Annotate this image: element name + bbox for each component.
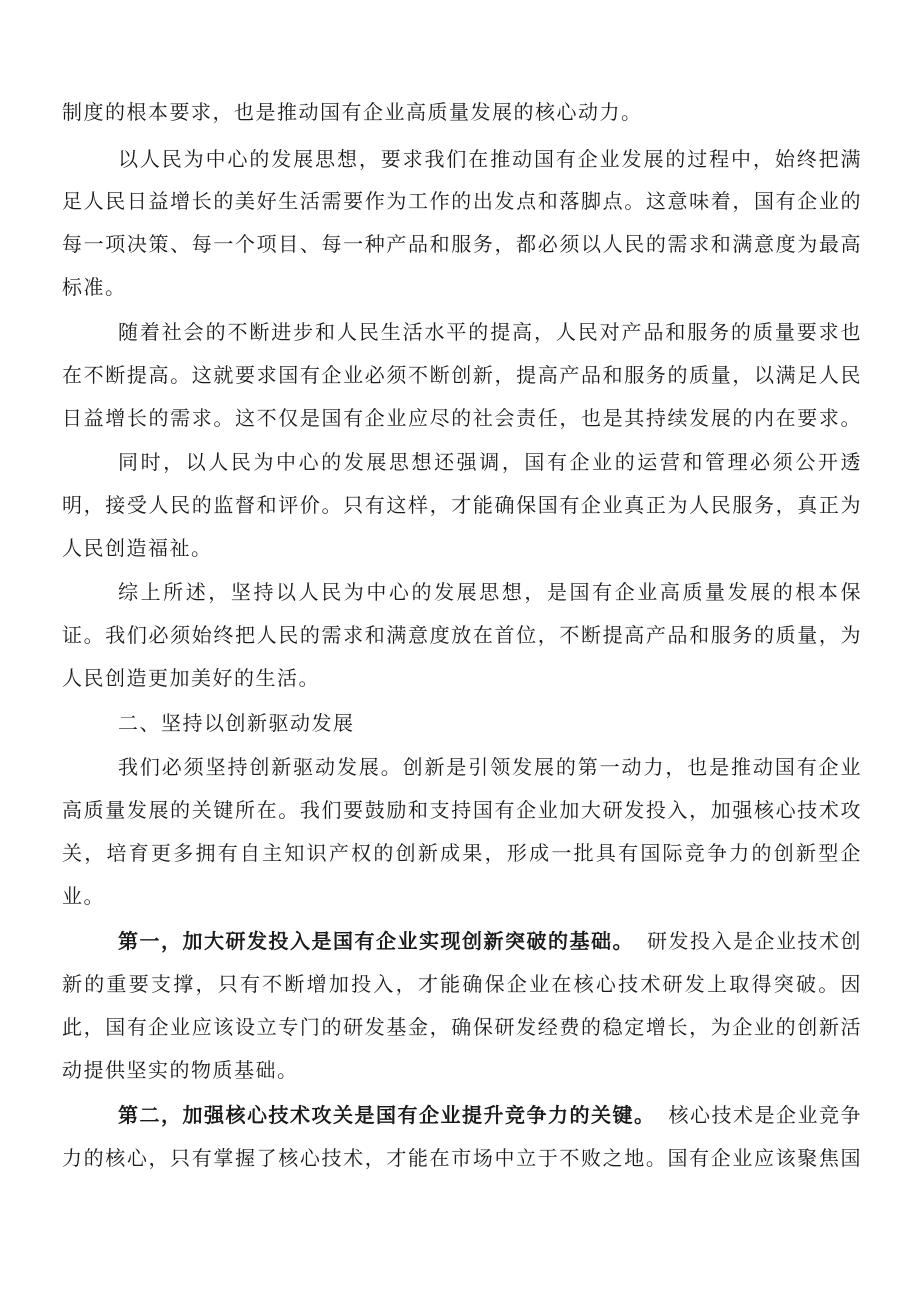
paragraph-first-line: 综上所述，坚持以人民为中心的发展思想，是国有企业高质量发展的根本保	[118, 580, 862, 604]
text-span: 研发投入是企业技术创	[647, 929, 862, 953]
text-line: 在不断提高。这就要求国有企业必须不断创新，提高产品和服务的质量，以满足人民	[62, 363, 862, 387]
paragraph-first-line: 同时，以人民为中心的发展思想还强调，国有企业的运营和管理必须公开透	[118, 450, 862, 474]
text-line: 新的重要支撑，只有不断增加投入，才能确保企业在核心技术研发上取得突破。因	[62, 972, 862, 996]
paragraph-first-line: 随着社会的不断进步和人民生活水平的提高，人民对产品和服务的质量要求也	[118, 320, 862, 344]
text-line: 证。我们必须始终把人民的需求和满意度放在首位，不断提高产品和服务的质量，为	[62, 623, 862, 647]
text-line: 标准。	[62, 275, 127, 299]
paragraph-first-line: 以人民为中心的发展思想，要求我们在推动国有企业发展的过程中，始终把满	[118, 147, 862, 171]
text-line: 此，国有企业应该设立专门的研发基金，确保研发经费的稳定增长，为企业的创新活	[62, 1015, 862, 1039]
text-line: 业。	[62, 884, 105, 908]
text-span: 核心技术是企业竞争	[668, 1103, 862, 1127]
text-line: 每一项决策、每一个项目、每一种产品和服务，都必须以人民的需求和满意度为最高	[62, 232, 862, 256]
text-line: 人民创造福祉。	[62, 536, 213, 560]
section-heading: 二、坚持以创新驱动发展	[118, 711, 355, 735]
text-line: 明，接受人民的监督和评价。只有这样，才能确保国有企业真正为人民服务，真正为	[62, 493, 862, 517]
text-line: 人民创造更加美好的生活。	[62, 666, 320, 690]
text-line: 足人民日益增长的美好生活需要作为工作的出发点和落脚点。这意味着，国有企业的	[62, 189, 862, 213]
text-line: 高质量发展的关键所在。我们要鼓励和支持国有企业加大研发投入，加强核心技术攻	[62, 798, 862, 822]
text-line: 动提供坚实的物质基础。	[62, 1058, 299, 1082]
paragraph-first-line	[118, 929, 862, 953]
text-line: 制度的根本要求，也是推动国有企业高质量发展的核心动力。	[62, 100, 643, 124]
bold-lead-sentence: 第二，加强核心技术攻关是国有企业提升竞争力的关键。	[118, 1103, 656, 1127]
text-line: 力的核心，只有掌握了核心技术，才能在市场中立于不败之地。国有企业应该聚焦国	[62, 1146, 862, 1170]
bold-lead-sentence: 第一，加大研发投入是国有企业实现创新突破的基础。	[118, 929, 634, 953]
text-line: 关，培育更多拥有自主知识产权的创新成果，形成一批具有国际竞争力的创新型企	[62, 841, 862, 865]
paragraph-first-line	[118, 1103, 862, 1127]
paragraph-first-line: 我们必须坚持创新驱动发展。创新是引领发展的第一动力，也是推动国有企业	[118, 755, 862, 779]
text-line: 日益增长的需求。这不仅是国有企业应尽的社会责任，也是其持续发展的内在要求。	[62, 406, 862, 430]
